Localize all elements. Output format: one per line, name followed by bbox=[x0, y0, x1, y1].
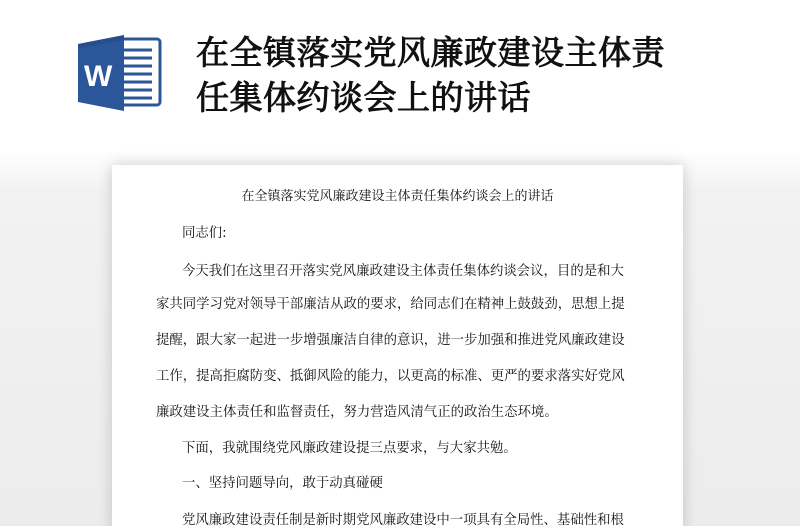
paragraph-line: 党风廉政建设责任制是新时期党风廉政建设中一项具有全局性、基础性和根 bbox=[182, 513, 624, 526]
document-title: 在全镇落实党风廉政建设主体责任集体约谈会上的讲话 bbox=[241, 189, 554, 204]
paragraph-line: 廉政建设主体责任和监督责任，努力营造风清气正的政治生态环境。 bbox=[156, 405, 558, 420]
document-page bbox=[112, 165, 683, 526]
paragraph-line: 今天我们在这里召开落实党风廉政建设主体责任集体约谈会议，目的是和大 bbox=[182, 264, 624, 279]
salutation: 同志们: bbox=[182, 226, 227, 241]
header-title-line-1: 在全镇落实党风廉政建设主体责 bbox=[196, 33, 665, 72]
header-title-line-2: 任集体约谈会上的讲话 bbox=[196, 78, 531, 117]
paragraph-line: 下面，我就围绕党风廉政建设提三点要求，与大家共勉。 bbox=[182, 441, 517, 456]
paragraph-line: 提醒，跟大家一起进一步增强廉洁自律的意识，进一步加强和推进党风廉政建设 bbox=[156, 333, 625, 348]
header-banner bbox=[0, 0, 800, 150]
word-document-icon bbox=[76, 34, 164, 112]
word-icon-letter: W bbox=[84, 60, 113, 93]
header-title bbox=[196, 30, 776, 120]
paragraph-line: 工作，提高拒腐防变、抵御风险的能力，以更高的标准、更严的要求落实好党风 bbox=[156, 369, 625, 384]
section-heading: 一、坚持问题导向，敢于动真碰硬 bbox=[182, 476, 383, 491]
paragraph-line: 家共同学习党对领导干部廉洁从政的要求，给同志们在精神上鼓鼓劲，思想上提 bbox=[156, 297, 625, 312]
